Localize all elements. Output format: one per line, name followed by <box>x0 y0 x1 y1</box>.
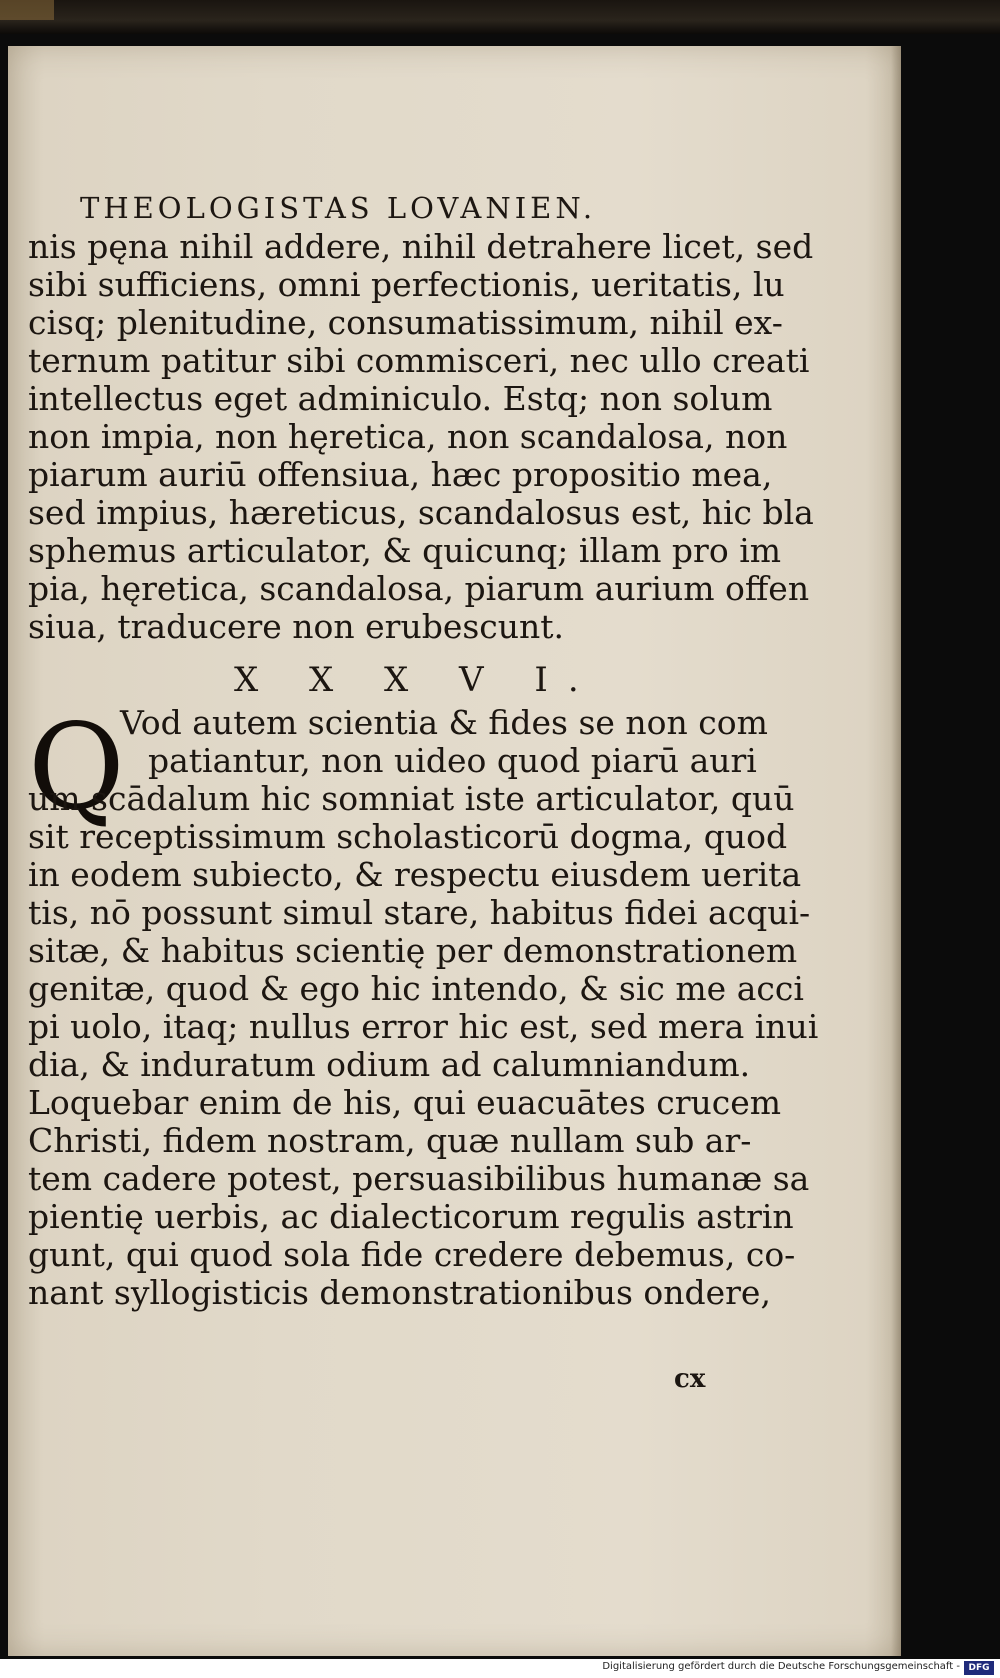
text-line: gunt, qui quod sola fide credere debemus, co- <box>28 1235 796 1274</box>
text-line: siua, traducere non erubescunt. <box>28 607 565 646</box>
text-line: patiantur, non uideo quod piarū auri <box>148 741 757 780</box>
text-line: Loquebar enim de his, qui euacuātes crucem <box>28 1083 782 1122</box>
footer-credit: Digitalisierung gefördert durch die Deutsche Forschungsgemeinschaft - <box>602 1661 960 1672</box>
text-line: Christi, fidem nostram, quæ nullam sub ar- <box>28 1121 752 1160</box>
text-line: intellectus eget adminiculo. Estq; non solum <box>28 379 773 418</box>
text-line: dia, & induratum odium ad calumniandum. <box>28 1045 751 1084</box>
text-line: pia, hęretica, scandalosa, piarum aurium offen <box>28 569 810 608</box>
text-line: sit receptissimum scholasticorū dogma, quod <box>28 817 788 856</box>
corner-stain <box>0 0 54 20</box>
text-line: nant syllogisticis demonstrationibus ondere, <box>28 1273 771 1312</box>
text-line: tem cadere potest, persuasibilibus humanæ sa <box>28 1159 810 1198</box>
text-line: sed impius, hæreticus, scandalosus est, hic bla <box>28 493 814 532</box>
text-line: Vod autem scientia & fides se non com <box>120 703 768 742</box>
text-line: piarum auriū offensiua, hæc propositio mea, <box>28 455 773 494</box>
running-head: THEOLOGISTAS LOVANIEN. <box>80 191 597 225</box>
text-line: non impia, non hęretica, non scandalosa, non <box>28 417 788 456</box>
book-spine-shadow <box>0 0 1000 34</box>
text-line: ternum patitur sibi commisceri, nec ullo creati <box>28 341 810 380</box>
text-line: tis, nō possunt simul stare, habitus fidei acqui- <box>28 893 811 932</box>
drop-cap: Q <box>28 698 125 836</box>
text-line: in eodem subiecto, & respectu eiusdem uerita <box>28 855 802 894</box>
page-edge-shadow <box>891 46 901 1656</box>
text-line: um scādalum hic somniat iste articulator, quū <box>28 779 795 818</box>
dfg-logo: DFG <box>964 1661 994 1675</box>
section-heading: X X X V I. <box>234 660 599 700</box>
footer-bar <box>0 1659 1000 1678</box>
book-page <box>8 46 901 1656</box>
text-line: sitæ, & habitus scientię per demonstrationem <box>28 931 798 970</box>
text-line: cisq; plenitudine, consumatissimum, nihil ex- <box>28 303 783 342</box>
text-line: nis pęna nihil addere, nihil detrahere licet, sed <box>28 227 814 266</box>
text-line: sphemus articulator, & quicunq; illam pro im <box>28 531 782 570</box>
text-line: pientię uerbis, ac dialecticorum regulis astrin <box>28 1197 794 1236</box>
text-line: pi uolo, itaq; nullus error hic est, sed mera inui <box>28 1007 819 1046</box>
text-line: sibi sufficiens, omni perfectionis, ueritatis, lu <box>28 265 785 304</box>
folio-number: cx <box>674 1364 706 1394</box>
text-line: genitæ, quod & ego hic intendo, & sic me acci <box>28 969 804 1008</box>
